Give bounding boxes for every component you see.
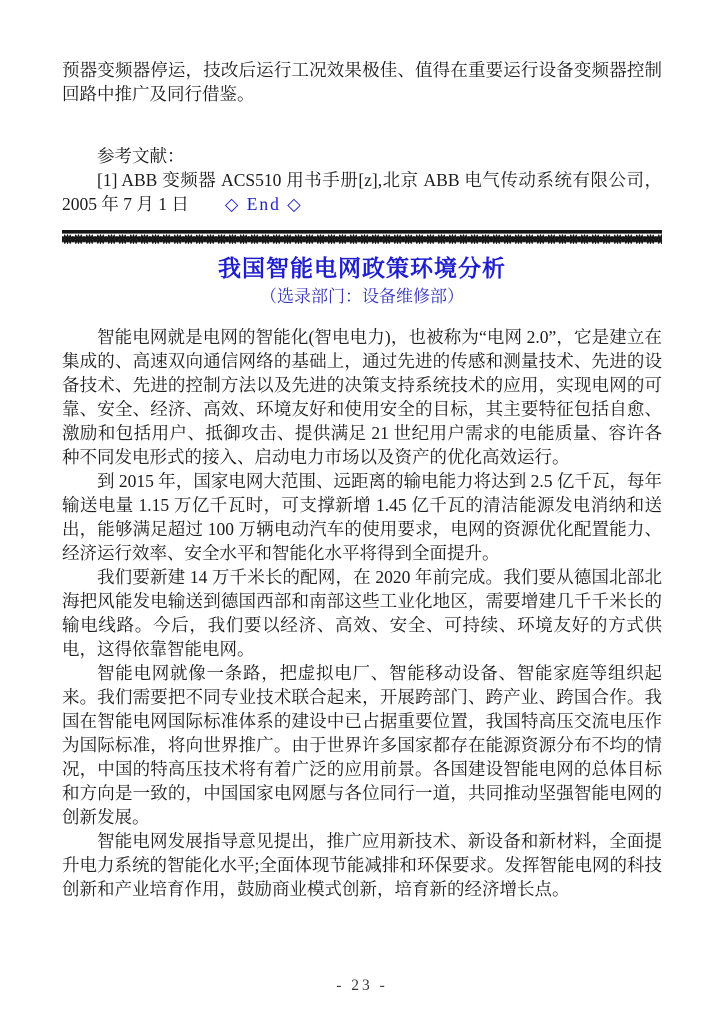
zigzag-divider-graphic [62,230,662,244]
reference-item [62,168,662,216]
article-paragraph: 智能电网就像一条路，把虚拟电厂、智能移动设备、智能家庭等组织起来。我们需要把不同专业技术联合起来，开展跨部门、跨产业、跨国合作。我国在智能电网国际标准体系的建设中已占据重要位置，我国特高压交流电压作为国际标准，将向世界推广。由于世界许多国家都存在能源资源分布不均的情况，中国的特高压技术将有着广泛的应用前景。各国建设智能电网的总体目标和方向是一致的，中国国家电网愿与各位同行一道，共同推动坚强智能电网的创新发展。 [62,663,662,827]
article-title: 我国智能电网政策环境分析 [218,255,506,281]
reference-text: [1] ABB 变频器 ACS510 用书手册[z],北京 ABB 电气传动系统有限公司，2005 年 7 月 1 日 [62,170,662,214]
page-number: - 23 - [336,977,388,994]
references-heading: 参考文献： [97,146,185,166]
zigzag-section-divider [62,230,662,244]
end-marker: ◇ End ◇ [224,194,303,214]
article-paragraph: 我们要新建 14 万千米长的配网，在 2020 年前完成。我们要从德国北部北海把风能发电输送到德国西部和南部这些工业化地区，需要增建几千千米长的输电线路。今后，我们要以经济、高效、安全、可持续、环境友好的方式供电，这得依靠智能电网。 [62,567,662,659]
article-paragraph: 智能电网发展指导意见提出，推广应用新技术、新设备和新材料，全面提升电力系统的智能化水平;全面体现节能减排和环保要求。发挥智能电网的科技创新和产业培育作用，鼓励商业模式创新，培育新的经济增长点。 [62,831,662,899]
article-paragraph: 到 2015 年，国家电网大范围、远距离的输电能力将达到 2.5 亿千瓦，每年输送电量 1.15 万亿千瓦时，可支撑新增 1.45 亿千瓦的清洁能源发电消纳和送出，能够满足超过 100 万辆电动汽车的使用要求，电网的资源优化配置能力、经济运行效率、安全水平和智能化水平将得到全面提升。 [62,471,662,563]
article-subtitle: （选录部门：设备维修部） [260,287,464,306]
previous-article-closing-paragraph: 预器变频器停运，技改后运行工况效果极佳、值得在重要运行设备变频器控制回路中推广及同行借鉴。 [62,60,662,104]
article-paragraph: 智能电网就是电网的智能化(智电电力)，也被称为“电网 2.0”，它是建立在集成的、高速双向通信网络的基础上，通过先进的传感和测量技术、先进的设备技术、先进的控制方法以及先进的决策支持系统技术的应用，实现电网的可靠、安全、经济、高效、环境友好和使用安全的目标，其主要特征包括自愈、激励和包括用户、抵御攻击、提供满足 21 世纪用户需求的电能质量、容许各种不同发电形式的接入、启动电力市场以及资产的优化高效运行。 [62,327,662,467]
page-content [62,58,662,901]
article-body [62,325,662,901]
